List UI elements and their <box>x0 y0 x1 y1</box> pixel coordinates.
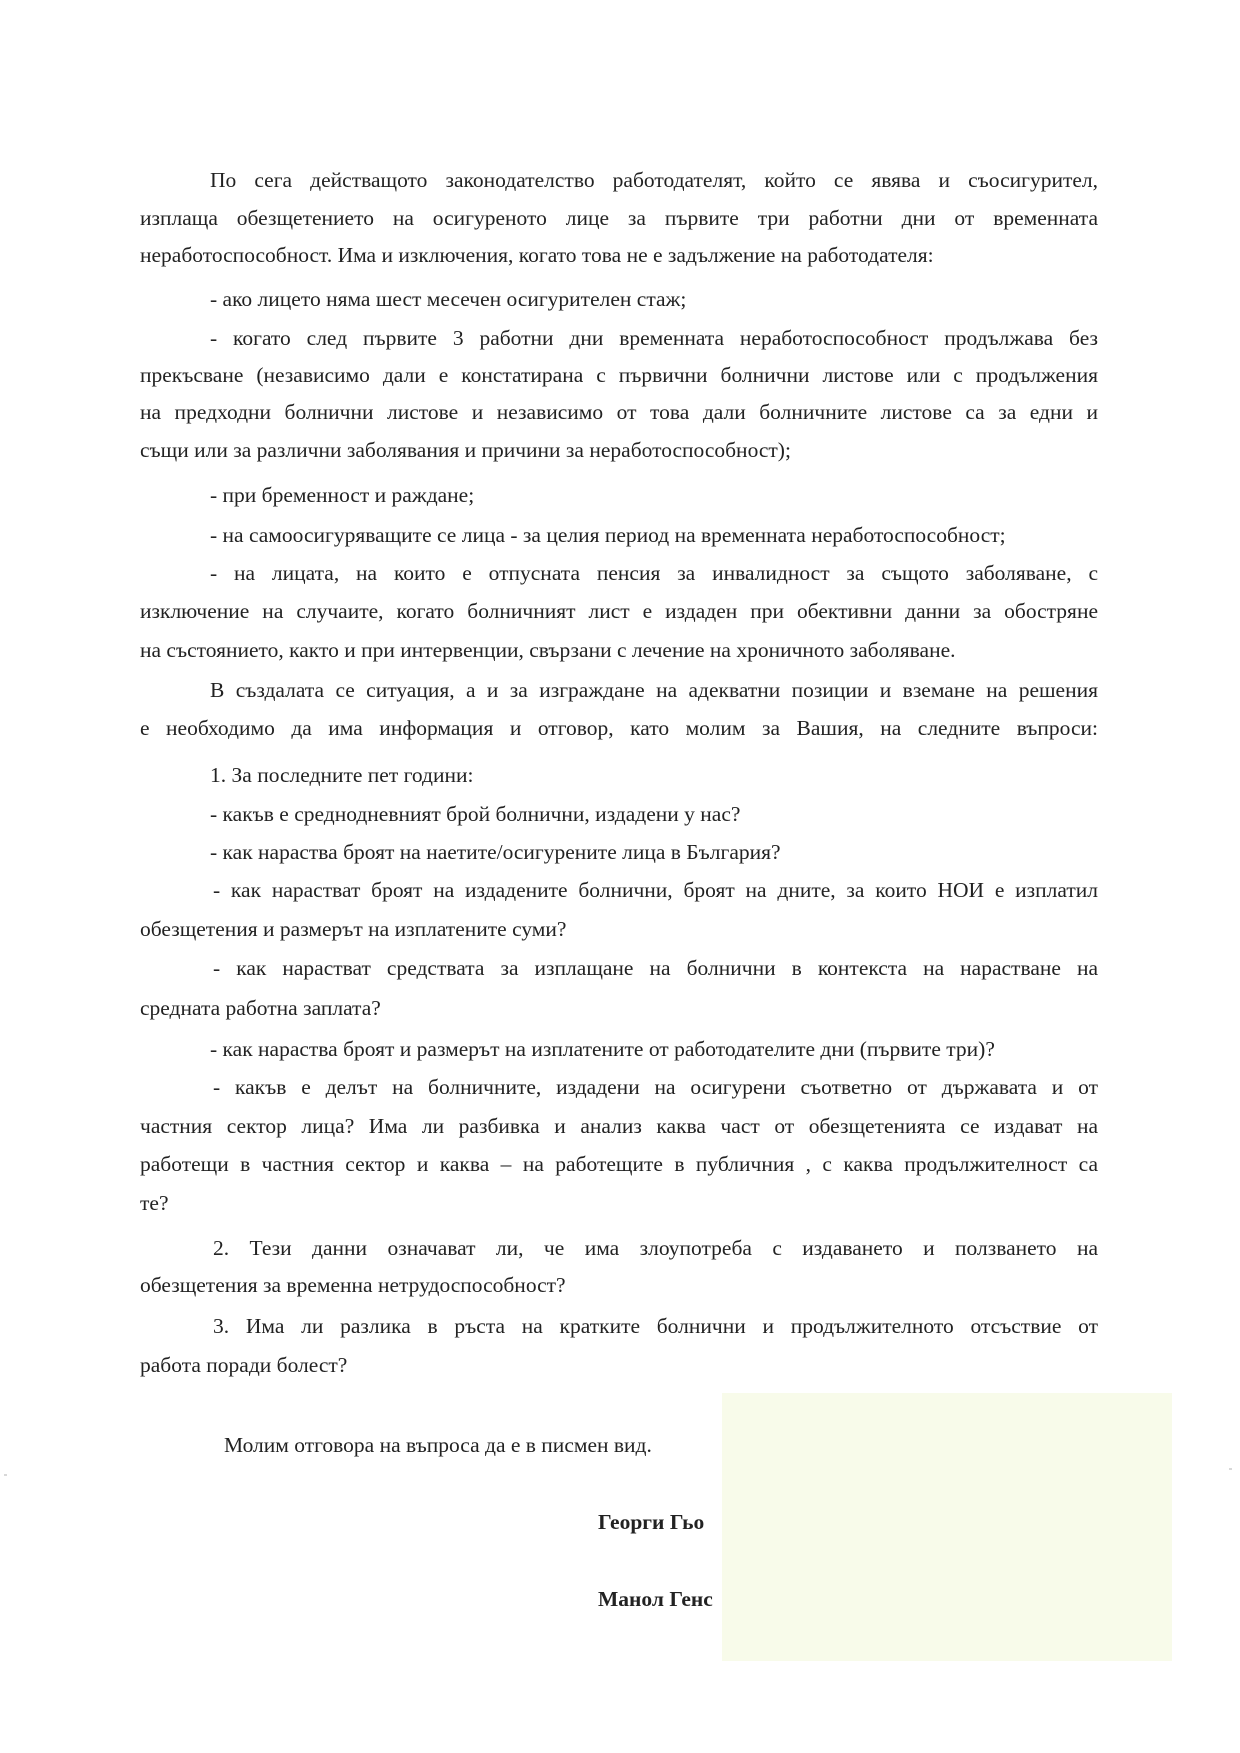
question-item: - какъв е делът на болничните, издадени на осигурени съответно от държавата и от <box>213 1075 1098 1099</box>
exception-item: - на лицата, на които е отпусната пенсия за инвалидност за същото заболяване, с <box>210 561 1098 585</box>
closing-request: Молим отговора на въпроса да е в писмен вид. <box>224 1433 652 1457</box>
question-item-continuation: обезщетения и размерът на изплатените суми? <box>140 917 567 941</box>
question-3-continuation: работа поради болест? <box>140 1353 348 1377</box>
paragraph-1-line: По сега действащото законодателство работодателят, който се явява и съосигурител, <box>210 168 1098 192</box>
question-item: - как нарастват броят на издадените болнични, броят на дните, за които НОИ е изплатил <box>213 878 1098 902</box>
question-heading: 1. За последните пет години: <box>210 763 474 787</box>
exception-item: - на самоосигуряващите се лица - за целия период на временната неработоспособност; <box>210 523 1006 547</box>
exception-item-continuation: изключение на случаите, когато болничният лист е издаден при обективни данни за обостряне <box>140 599 1098 623</box>
paragraph-1-line: неработоспособност. Има и изключения, когато това не е задължение на работодателя: <box>140 243 934 267</box>
exception-item-continuation: на предходни болнични листове и независимо от това дали болничните листове са за едни и <box>140 400 1098 424</box>
question-item: - какъв е среднодневният брой болнични, издадени у нас? <box>210 802 741 826</box>
exception-item-continuation: прекъсване (независимо дали е констатирана с първични болнични листове или с продължения <box>140 363 1098 387</box>
question-item-continuation: частния сектор лица? Има ли разбивка и анализ каква част от обезщетенията се издават на <box>140 1114 1098 1138</box>
question-item-continuation: средната работна заплата? <box>140 996 381 1020</box>
exception-item: - ако лицето няма шест месечен осигурителен стаж; <box>210 287 687 311</box>
question-item-continuation: те? <box>140 1191 169 1215</box>
signature-name-1: Георги Гьо <box>598 1510 705 1534</box>
question-2-continuation: обезщетения за временна нетрудоспособност? <box>140 1273 566 1297</box>
exception-item: - при бременност и раждане; <box>210 483 475 507</box>
redaction-block <box>722 1393 1172 1661</box>
question-2: 2. Тези данни означават ли, че има злоупотреба с издаването и ползването на <box>213 1236 1098 1260</box>
scan-mark <box>1229 1468 1232 1470</box>
exception-item: - когато след първите 3 работни дни временната неработоспособност продължава без <box>210 326 1098 350</box>
paragraph-2-line: В създалата се ситуация, а и за изграждане на адекватни позиции и вземане на решения <box>210 678 1098 702</box>
question-item: - как нараства броят и размерът на изплатените от работодателите дни (първите три)? <box>210 1037 995 1061</box>
question-item: - как нарастват средствата за изплащане на болнични в контекста на нарастване на <box>213 956 1098 980</box>
scan-mark <box>4 1474 7 1476</box>
exception-item-continuation: същи или за различни заболявания и причини за неработоспособност); <box>140 438 791 462</box>
paragraph-2-line: е необходимо да има информация и отговор, като молим за Вашия, на следните въпроси: <box>140 716 1098 740</box>
exception-item-continuation: на състоянието, както и при интервенции, свързани с лечение на хроничното заболяване. <box>140 638 956 662</box>
question-item-continuation: работещи в частния сектор и каква – на работещите в публичния , с каква продължителност са <box>140 1152 1098 1176</box>
question-3: 3. Има ли разлика в ръста на кратките болнични и продължителното отсъствие от <box>213 1314 1098 1338</box>
signature-name-2: Манол Генс <box>598 1587 713 1611</box>
question-item: - как нараства броят на наетите/осигурените лица в България? <box>210 840 781 864</box>
paragraph-1-line: изплаща обезщетението на осигуреното лице за първите три работни дни от временната <box>140 206 1098 230</box>
